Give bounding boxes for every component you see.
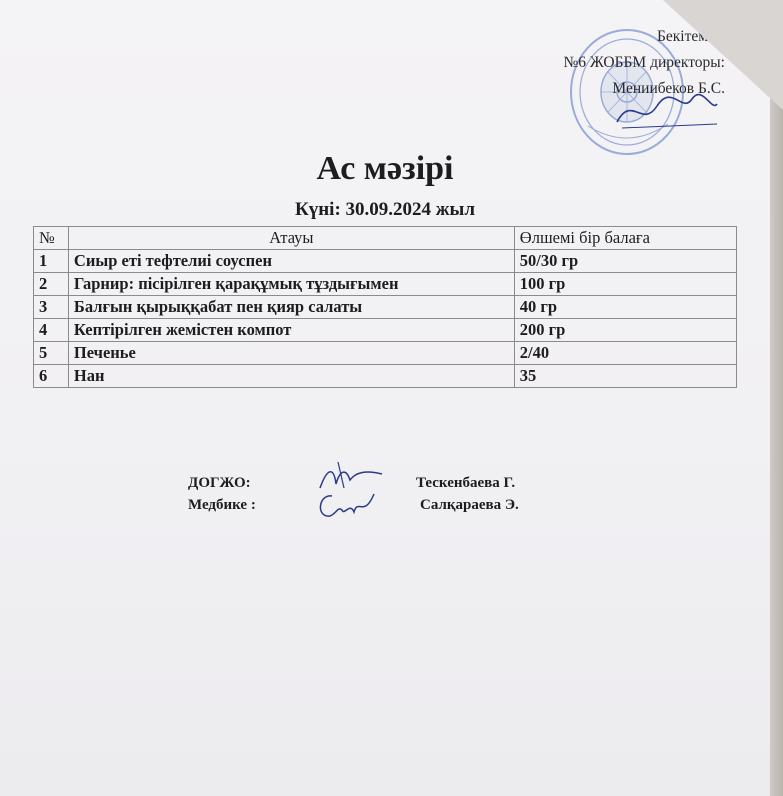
header-number: № [34,227,69,250]
table-row [34,296,737,319]
table-row [34,250,737,273]
row-number: 5 [34,342,69,365]
approval-position: №6 ЖОББМ директоры: [563,54,725,71]
row-amount: 100 гр [514,273,736,296]
medbike-label: Медбике : [188,497,256,513]
row-number: 2 [34,273,69,296]
row-amount: 35 [514,365,736,388]
row-number: 6 [34,365,69,388]
row-amount: 50/30 гр [514,250,736,273]
dogzho-name: Тескенбаева Г. [416,475,516,491]
table-header-row [34,227,737,250]
row-dish-name: Печенье [68,342,514,365]
table-row [34,319,737,342]
header-name: Атауы [68,227,514,250]
row-dish-name: Кептірілген жемістен компот [68,319,514,342]
row-dish-name: Гарнир: пісірілген қарақұмық тұздығымен [68,273,514,296]
row-number: 3 [34,296,69,319]
page-corner-fold [663,0,783,110]
header-amount: Өлшемі бір балаға [514,227,736,250]
approval-director-name: Мениибеков Б.С. [612,80,725,97]
row-amount: 200 гр [514,319,736,342]
table-row [34,342,737,365]
row-number: 4 [34,319,69,342]
page-title: Ас мәзірі [316,150,454,187]
approval-heading: Бекітемін: [657,28,725,45]
row-dish-name: Сиыр еті тефтелиі соуспен [68,250,514,273]
menu-table [33,226,737,388]
row-dish-name: Нан [68,365,514,388]
row-amount: 2/40 [514,342,736,365]
table-row [34,273,737,296]
row-dish-name: Балғын қырыққабат пен қияр салаты [68,296,514,319]
row-amount: 40 гр [514,296,736,319]
page-edge-shadow [770,0,783,796]
table-row [34,365,737,388]
medbike-name: Салқараева Э. [420,497,519,513]
medbike-signature [312,488,382,524]
row-number: 1 [34,250,69,273]
menu-date: Күні: 30.09.2024 жыл [294,199,476,220]
dogzho-label: ДОГЖО: [188,475,251,491]
